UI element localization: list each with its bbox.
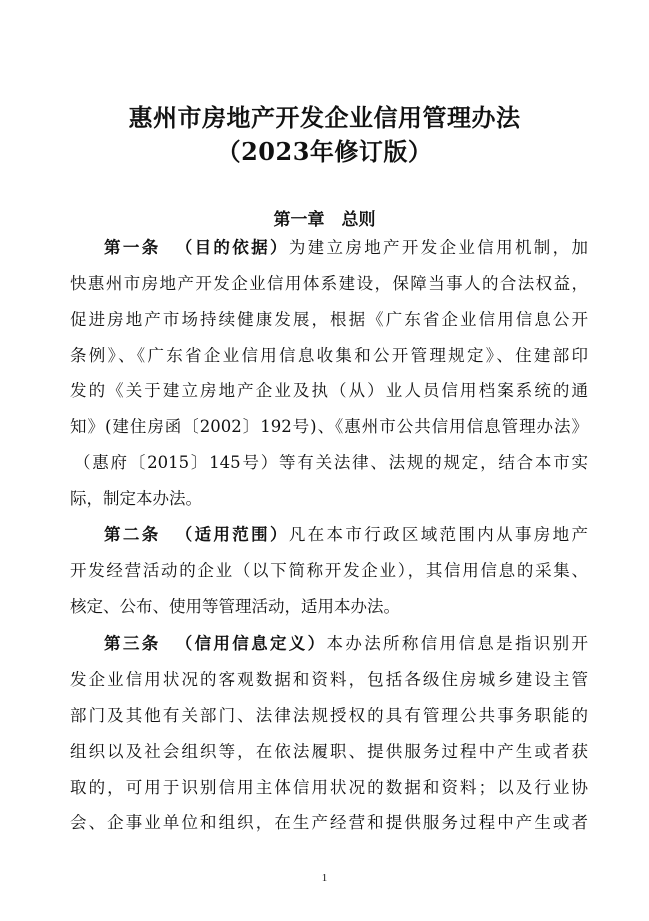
article-1-text: 为建立房地产开发企业信用机制，加: [288, 238, 589, 257]
article-3-heading: （信用信息定义）: [175, 634, 327, 653]
document-title: 惠州市房地产开发企业信用管理办法: [128, 103, 521, 132]
chapter-heading: 第一章 总则: [273, 210, 376, 230]
article-2-heading: （适用范围）: [175, 525, 289, 544]
article-1-line-6: 知》(建住房函〔2002〕192号)、《惠州市公共信用信息管理办法》: [70, 417, 588, 436]
article-2-line-2: 开发经营活动的企业（以下简称开发企业），其信用信息的采集、: [70, 561, 588, 580]
article-2-line-1: [104, 524, 588, 546]
article-1-line-7: （惠府〔2015〕145号）等有关法律、法规的规定，结合本市实: [74, 453, 588, 472]
article-2-text: 凡在本市行政区域范围内从事房地产: [288, 525, 589, 544]
article-1-line-8: 际，制定本办法。: [70, 489, 202, 508]
article-3-text: 本办法所称信用信息是指识别开: [326, 634, 589, 653]
article-3-line-1: [104, 633, 588, 655]
article-3-line-6: 会、企事业单位和组织，在生产经营和提供服务过程中产生或者: [70, 813, 588, 832]
article-2-number: 第二条: [104, 525, 161, 544]
document-subtitle: （2023年修订版）: [216, 137, 433, 166]
article-3-number: 第三条: [104, 634, 161, 653]
article-1-heading: （目的依据）: [175, 238, 289, 257]
article-3-line-5: 取的，可用于识别信用主体信用状况的数据和资料；以及行业协: [70, 778, 588, 797]
article-1-number: 第一条: [104, 238, 161, 257]
page-number: 1: [321, 872, 328, 884]
article-3-line-4: 组织以及社会组织等，在依法履职、提供服务过程中产生或者获: [70, 742, 588, 761]
article-3-line-3: 部门及其他有关部门、法律法规授权的具有管理公共事务职能的: [70, 706, 588, 725]
article-1-line-1: [104, 237, 588, 259]
article-1-line-5: 发的《关于建立房地产企业及执（从）业人员信用档案系统的通: [70, 381, 588, 400]
article-2-line-3: 核定、公布、使用等管理活动，适用本办法。: [70, 597, 400, 616]
article-3-line-2: 发企业信用状况的客观数据和资料，包括各级住房城乡建设主管: [70, 670, 588, 689]
article-1-line-3: 促进房地产市场持续健康发展，根据《广东省企业信用信息公开: [70, 310, 588, 329]
article-1-line-4: 条例》、《广东省企业信用信息收集和公开管理规定》、住建部印: [70, 346, 588, 365]
article-1-line-2: 快惠州市房地产开发企业信用体系建设，保障当事人的合法权益，: [70, 274, 588, 293]
